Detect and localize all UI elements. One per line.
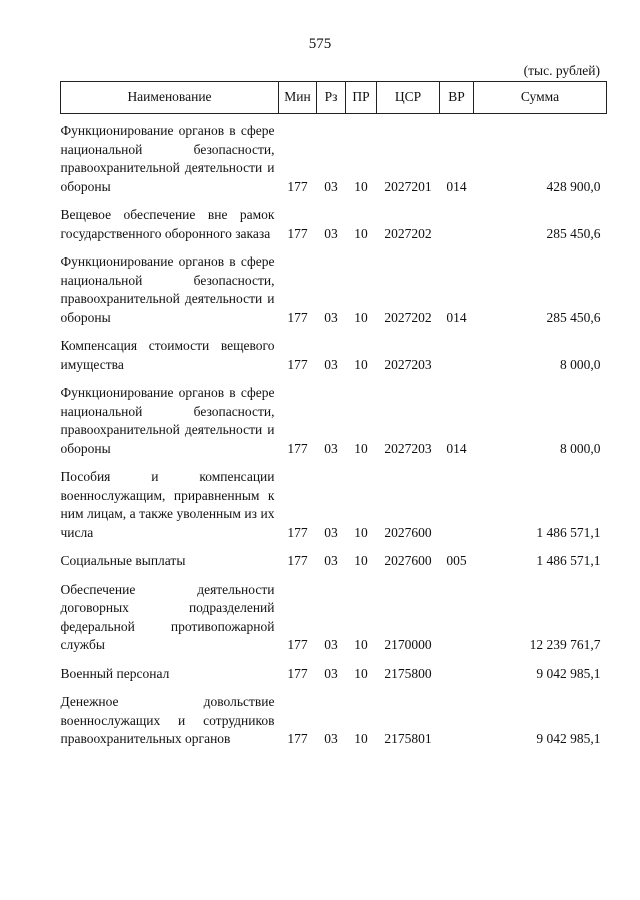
header-rz: Рз bbox=[317, 82, 346, 114]
cell-vr: 005 bbox=[446, 553, 467, 568]
cell-min: 177 bbox=[287, 309, 308, 325]
cell-csr: 2175801 bbox=[384, 731, 432, 746]
cell-csr: 2027201 bbox=[384, 178, 432, 194]
cell-min: 177 bbox=[287, 637, 308, 652]
cell-rz: 03 bbox=[324, 440, 338, 456]
cell-min: 177 bbox=[287, 356, 308, 372]
table-body bbox=[61, 114, 607, 749]
cell-vr bbox=[440, 458, 474, 542]
cell-pr: 10 bbox=[354, 356, 368, 372]
header-csr: ЦСР bbox=[377, 82, 440, 114]
cell-name: Пособия и компенсации военнослужащим, приравненным к ним лицам, а также уволенным из их числа bbox=[60, 469, 275, 540]
header-min: Мин bbox=[279, 82, 317, 114]
cell-name: Функционирование органов в сфере национальной безопасности, правоохранительной деятельности и обороны bbox=[60, 254, 275, 325]
cell-min: 177 bbox=[287, 178, 308, 194]
header-vr: ВР bbox=[440, 82, 474, 114]
cell-name: Денежное довольствие военнослужащих и сотрудников правоохранительных органов bbox=[60, 694, 275, 746]
cell-rz: 03 bbox=[324, 178, 338, 194]
cell-sum: 1 486 571,1 bbox=[536, 553, 601, 568]
cell-name: Функционирование органов в сфере национальной безопасности, правоохранительной деятельности и обороны bbox=[60, 385, 275, 456]
header-sum: Сумма bbox=[474, 82, 607, 114]
cell-pr: 10 bbox=[354, 665, 368, 681]
cell-csr: 2175800 bbox=[384, 665, 432, 681]
table-row bbox=[61, 542, 607, 571]
cell-pr: 10 bbox=[354, 637, 368, 652]
cell-name: Обеспечение деятельности договорных подразделений федеральной противопожарной службы bbox=[60, 581, 275, 652]
cell-vr bbox=[440, 327, 474, 374]
cell-csr: 2027203 bbox=[384, 356, 432, 372]
cell-vr bbox=[440, 655, 474, 684]
cell-min: 177 bbox=[287, 665, 308, 681]
table-row bbox=[61, 571, 607, 655]
cell-csr: 2027202 bbox=[384, 225, 432, 241]
cell-csr: 2027600 bbox=[384, 524, 432, 540]
cell-pr: 10 bbox=[354, 225, 368, 241]
cell-rz: 03 bbox=[324, 731, 338, 746]
cell-vr: 014 bbox=[446, 309, 467, 325]
header-row bbox=[61, 82, 607, 114]
header-name: Наименование bbox=[61, 82, 279, 114]
cell-sum: 1 486 571,1 bbox=[536, 524, 601, 540]
cell-name: Социальные выплаты bbox=[60, 553, 186, 568]
cell-pr: 10 bbox=[354, 731, 368, 746]
table-row bbox=[61, 196, 607, 243]
cell-vr: 014 bbox=[446, 178, 467, 194]
cell-sum: 9 042 985,1 bbox=[536, 731, 601, 746]
cell-name: Вещевое обеспечение вне рамок государственного оборонного заказа bbox=[60, 207, 275, 241]
cell-vr: 014 bbox=[446, 440, 467, 456]
cell-vr bbox=[440, 571, 474, 655]
cell-sum: 285 450,6 bbox=[546, 225, 601, 241]
cell-rz: 03 bbox=[324, 309, 338, 325]
cell-min: 177 bbox=[287, 524, 308, 540]
cell-min: 177 bbox=[287, 440, 308, 456]
table-row bbox=[61, 327, 607, 374]
cell-name: Функционирование органов в сфере национальной безопасности, правоохранительной деятельности и обороны bbox=[60, 123, 275, 194]
table-row bbox=[61, 243, 607, 327]
cell-pr: 10 bbox=[354, 524, 368, 540]
page-number: 575 bbox=[308, 36, 332, 52]
cell-rz: 03 bbox=[324, 665, 338, 681]
table-row bbox=[61, 114, 607, 197]
table-row bbox=[61, 683, 607, 749]
cell-sum: 8 000,0 bbox=[560, 440, 601, 456]
cell-sum: 12 239 761,7 bbox=[529, 637, 601, 652]
cell-name: Компенсация стоимости вещевого имущества bbox=[60, 338, 275, 372]
cell-rz: 03 bbox=[324, 225, 338, 241]
cell-min: 177 bbox=[287, 553, 308, 568]
cell-sum: 8 000,0 bbox=[560, 356, 601, 372]
cell-name: Военный персонал bbox=[60, 665, 170, 681]
cell-sum: 9 042 985,1 bbox=[536, 665, 601, 681]
cell-csr: 2027203 bbox=[384, 440, 432, 456]
cell-sum: 428 900,0 bbox=[546, 178, 601, 194]
table-header bbox=[61, 82, 607, 114]
table-row bbox=[61, 458, 607, 542]
cell-csr: 2027600 bbox=[384, 553, 432, 568]
cell-rz: 03 bbox=[324, 356, 338, 372]
cell-pr: 10 bbox=[354, 553, 368, 568]
cell-rz: 03 bbox=[324, 637, 338, 652]
cell-min: 177 bbox=[287, 225, 308, 241]
cell-pr: 10 bbox=[354, 178, 368, 194]
cell-csr: 2170000 bbox=[384, 637, 432, 652]
cell-vr bbox=[440, 683, 474, 749]
cell-min: 177 bbox=[287, 731, 308, 746]
cell-pr: 10 bbox=[354, 309, 368, 325]
cell-rz: 03 bbox=[324, 524, 338, 540]
budget-table bbox=[60, 81, 607, 749]
cell-sum: 285 450,6 bbox=[546, 309, 601, 325]
header-pr: ПР bbox=[346, 82, 377, 114]
table-row bbox=[61, 374, 607, 458]
units-note: (тыс. рублей) bbox=[523, 63, 600, 78]
cell-rz: 03 bbox=[324, 553, 338, 568]
cell-csr: 2027202 bbox=[384, 309, 432, 325]
cell-vr bbox=[440, 196, 474, 243]
cell-pr: 10 bbox=[354, 440, 368, 456]
table-row bbox=[61, 655, 607, 684]
